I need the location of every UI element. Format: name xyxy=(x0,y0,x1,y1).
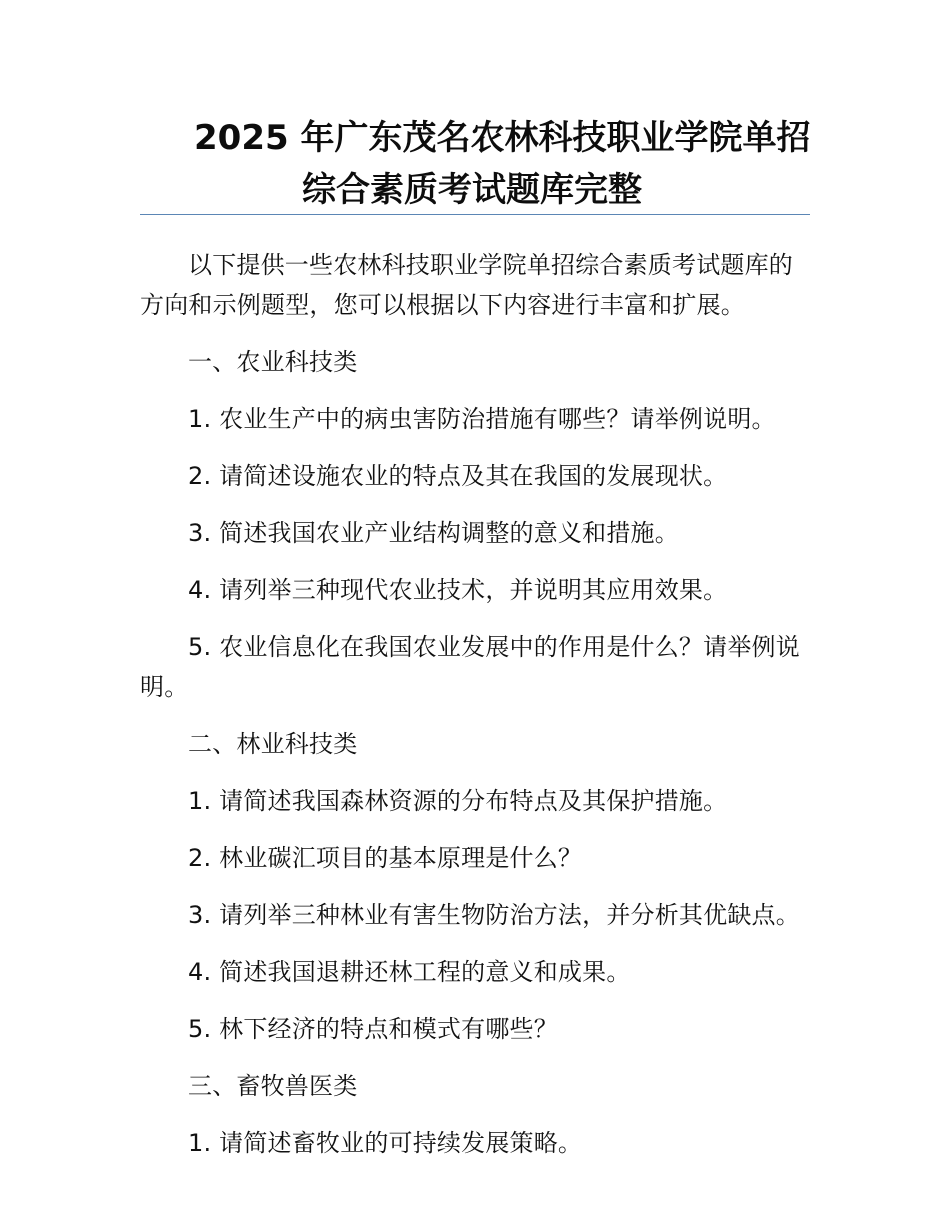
question-item: 2. 林业碳汇项目的基本原理是什么？ xyxy=(188,844,583,872)
question-item: 5. 林下经济的特点和模式有哪些？ xyxy=(188,1015,558,1043)
section-heading-animal-husbandry: 三、畜牧兽医类 xyxy=(188,1072,358,1100)
question-item: 4. 简述我国退耕还林工程的意义和成果。 xyxy=(188,958,631,986)
question-item: 4. 请列举三种现代农业技术，并说明其应用效果。 xyxy=(188,576,728,604)
section-heading-agriculture: 一、农业科技类 xyxy=(188,348,358,376)
section-heading-forestry: 二、林业科技类 xyxy=(188,730,358,758)
document-body xyxy=(140,245,812,1180)
title-line-1: 2025 年广东茂名农林科技职业学院单招 xyxy=(194,118,811,158)
question-item: 3. 请列举三种林业有害生物防治方法，并分析其优缺点。 xyxy=(188,901,800,929)
document-title xyxy=(140,112,810,216)
question-item: 1. 农业生产中的病虫害防治措施有哪些？请举例说明。 xyxy=(188,405,776,433)
question-item: 1. 请简述我国森林资源的分布特点及其保护措施。 xyxy=(188,787,728,815)
question-item: 3. 简述我国农业产业结构调整的意义和措施。 xyxy=(188,519,679,547)
title-line-2: 综合素质考试题库完整 xyxy=(302,170,642,210)
question-item: 5. 农业信息化在我国农业发展中的作用是什么？请举例说明。 xyxy=(140,633,800,701)
question-item: 1. 请简述畜牧业的可持续发展策略。 xyxy=(188,1129,583,1157)
question-item: 2. 请简述设施农业的特点及其在我国的发展现状。 xyxy=(188,462,728,490)
intro-paragraph: 以下提供一些农林科技职业学院单招综合素质考试题库的方向和示例题型，您可以根据以下内容进行丰富和扩展。 xyxy=(140,251,793,319)
title-underline-divider xyxy=(140,214,810,215)
